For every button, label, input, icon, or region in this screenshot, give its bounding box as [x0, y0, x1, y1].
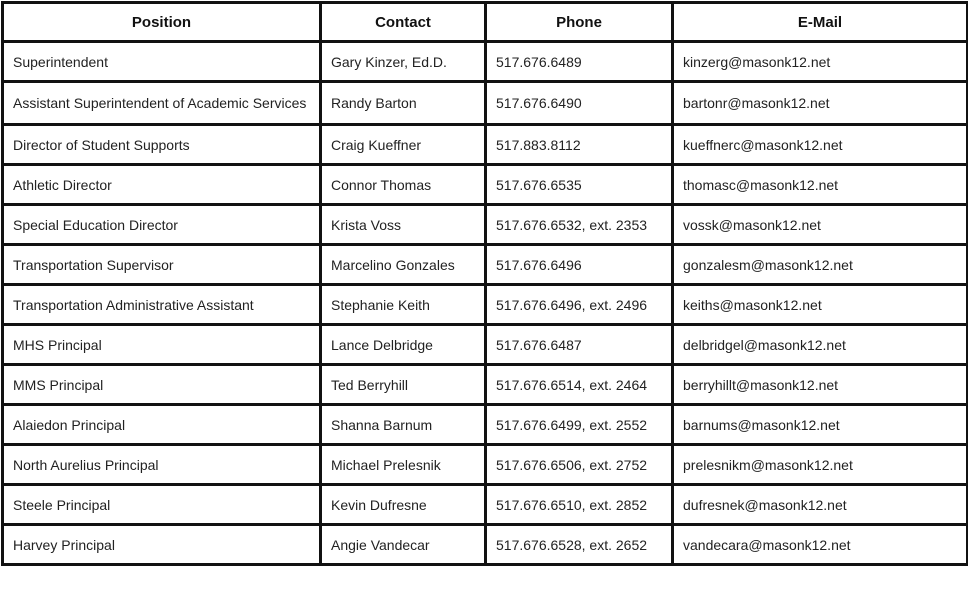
cell-position: Assistant Superintendent of Academic Services: [3, 82, 321, 125]
cell-contact: Michael Prelesnik: [321, 445, 486, 485]
cell-phone: 517.676.6499, ext. 2552: [486, 405, 673, 445]
header-contact: Contact: [321, 3, 486, 42]
cell-phone: 517.676.6489: [486, 42, 673, 82]
table-row: [3, 485, 968, 525]
cell-position: MMS Principal: [3, 365, 321, 405]
cell-position: Harvey Principal: [3, 525, 321, 565]
cell-position: Transportation Supervisor: [3, 245, 321, 285]
cell-email: kueffnerc@masonk12.net: [673, 125, 968, 165]
cell-email: dufresnek@masonk12.net: [673, 485, 968, 525]
contact-table: [1, 1, 968, 566]
table-row: [3, 82, 968, 125]
cell-phone: 517.883.8112: [486, 125, 673, 165]
cell-contact: Connor Thomas: [321, 165, 486, 205]
cell-contact: Randy Barton: [321, 82, 486, 125]
cell-phone: 517.676.6535: [486, 165, 673, 205]
table-row: [3, 285, 968, 325]
cell-position: Transportation Administrative Assistant: [3, 285, 321, 325]
table-row: [3, 365, 968, 405]
cell-contact: Shanna Barnum: [321, 405, 486, 445]
cell-contact: Kevin Dufresne: [321, 485, 486, 525]
cell-contact: Lance Delbridge: [321, 325, 486, 365]
cell-position: MHS Principal: [3, 325, 321, 365]
cell-contact: Stephanie Keith: [321, 285, 486, 325]
cell-phone: 517.676.6506, ext. 2752: [486, 445, 673, 485]
cell-position: Athletic Director: [3, 165, 321, 205]
table-header-row: [3, 3, 968, 42]
cell-phone: 517.676.6496: [486, 245, 673, 285]
cell-position: Special Education Director: [3, 205, 321, 245]
cell-position: Superintendent: [3, 42, 321, 82]
cell-email: keiths@masonk12.net: [673, 285, 968, 325]
cell-contact: Marcelino Gonzales: [321, 245, 486, 285]
cell-email: gonzalesm@masonk12.net: [673, 245, 968, 285]
cell-phone: 517.676.6490: [486, 82, 673, 125]
cell-position: Director of Student Supports: [3, 125, 321, 165]
cell-phone: 517.676.6510, ext. 2852: [486, 485, 673, 525]
cell-contact: Ted Berryhill: [321, 365, 486, 405]
table-row: [3, 125, 968, 165]
cell-contact: Craig Kueffner: [321, 125, 486, 165]
cell-email: prelesnikm@masonk12.net: [673, 445, 968, 485]
cell-position: Alaiedon Principal: [3, 405, 321, 445]
table-row: [3, 42, 968, 82]
table-row: [3, 165, 968, 205]
header-position: Position: [3, 3, 321, 42]
table-row: [3, 325, 968, 365]
table-row: [3, 445, 968, 485]
cell-position: Steele Principal: [3, 485, 321, 525]
table-row: [3, 405, 968, 445]
cell-email: vandecara@masonk12.net: [673, 525, 968, 565]
header-email: E-Mail: [673, 3, 968, 42]
cell-phone: 517.676.6496, ext. 2496: [486, 285, 673, 325]
cell-email: thomasc@masonk12.net: [673, 165, 968, 205]
cell-email: barnums@masonk12.net: [673, 405, 968, 445]
cell-phone: 517.676.6514, ext. 2464: [486, 365, 673, 405]
cell-email: vossk@masonk12.net: [673, 205, 968, 245]
cell-email: bartonr@masonk12.net: [673, 82, 968, 125]
cell-email: berryhillt@masonk12.net: [673, 365, 968, 405]
table-row: [3, 525, 968, 565]
cell-phone: 517.676.6528, ext. 2652: [486, 525, 673, 565]
cell-contact: Krista Voss: [321, 205, 486, 245]
cell-email: kinzerg@masonk12.net: [673, 42, 968, 82]
cell-phone: 517.676.6532, ext. 2353: [486, 205, 673, 245]
header-phone: Phone: [486, 3, 673, 42]
table-body: [3, 42, 968, 565]
table-row: [3, 205, 968, 245]
cell-email: delbridgel@masonk12.net: [673, 325, 968, 365]
cell-contact: Gary Kinzer, Ed.D.: [321, 42, 486, 82]
cell-contact: Angie Vandecar: [321, 525, 486, 565]
table-row: [3, 245, 968, 285]
cell-phone: 517.676.6487: [486, 325, 673, 365]
cell-position: North Aurelius Principal: [3, 445, 321, 485]
